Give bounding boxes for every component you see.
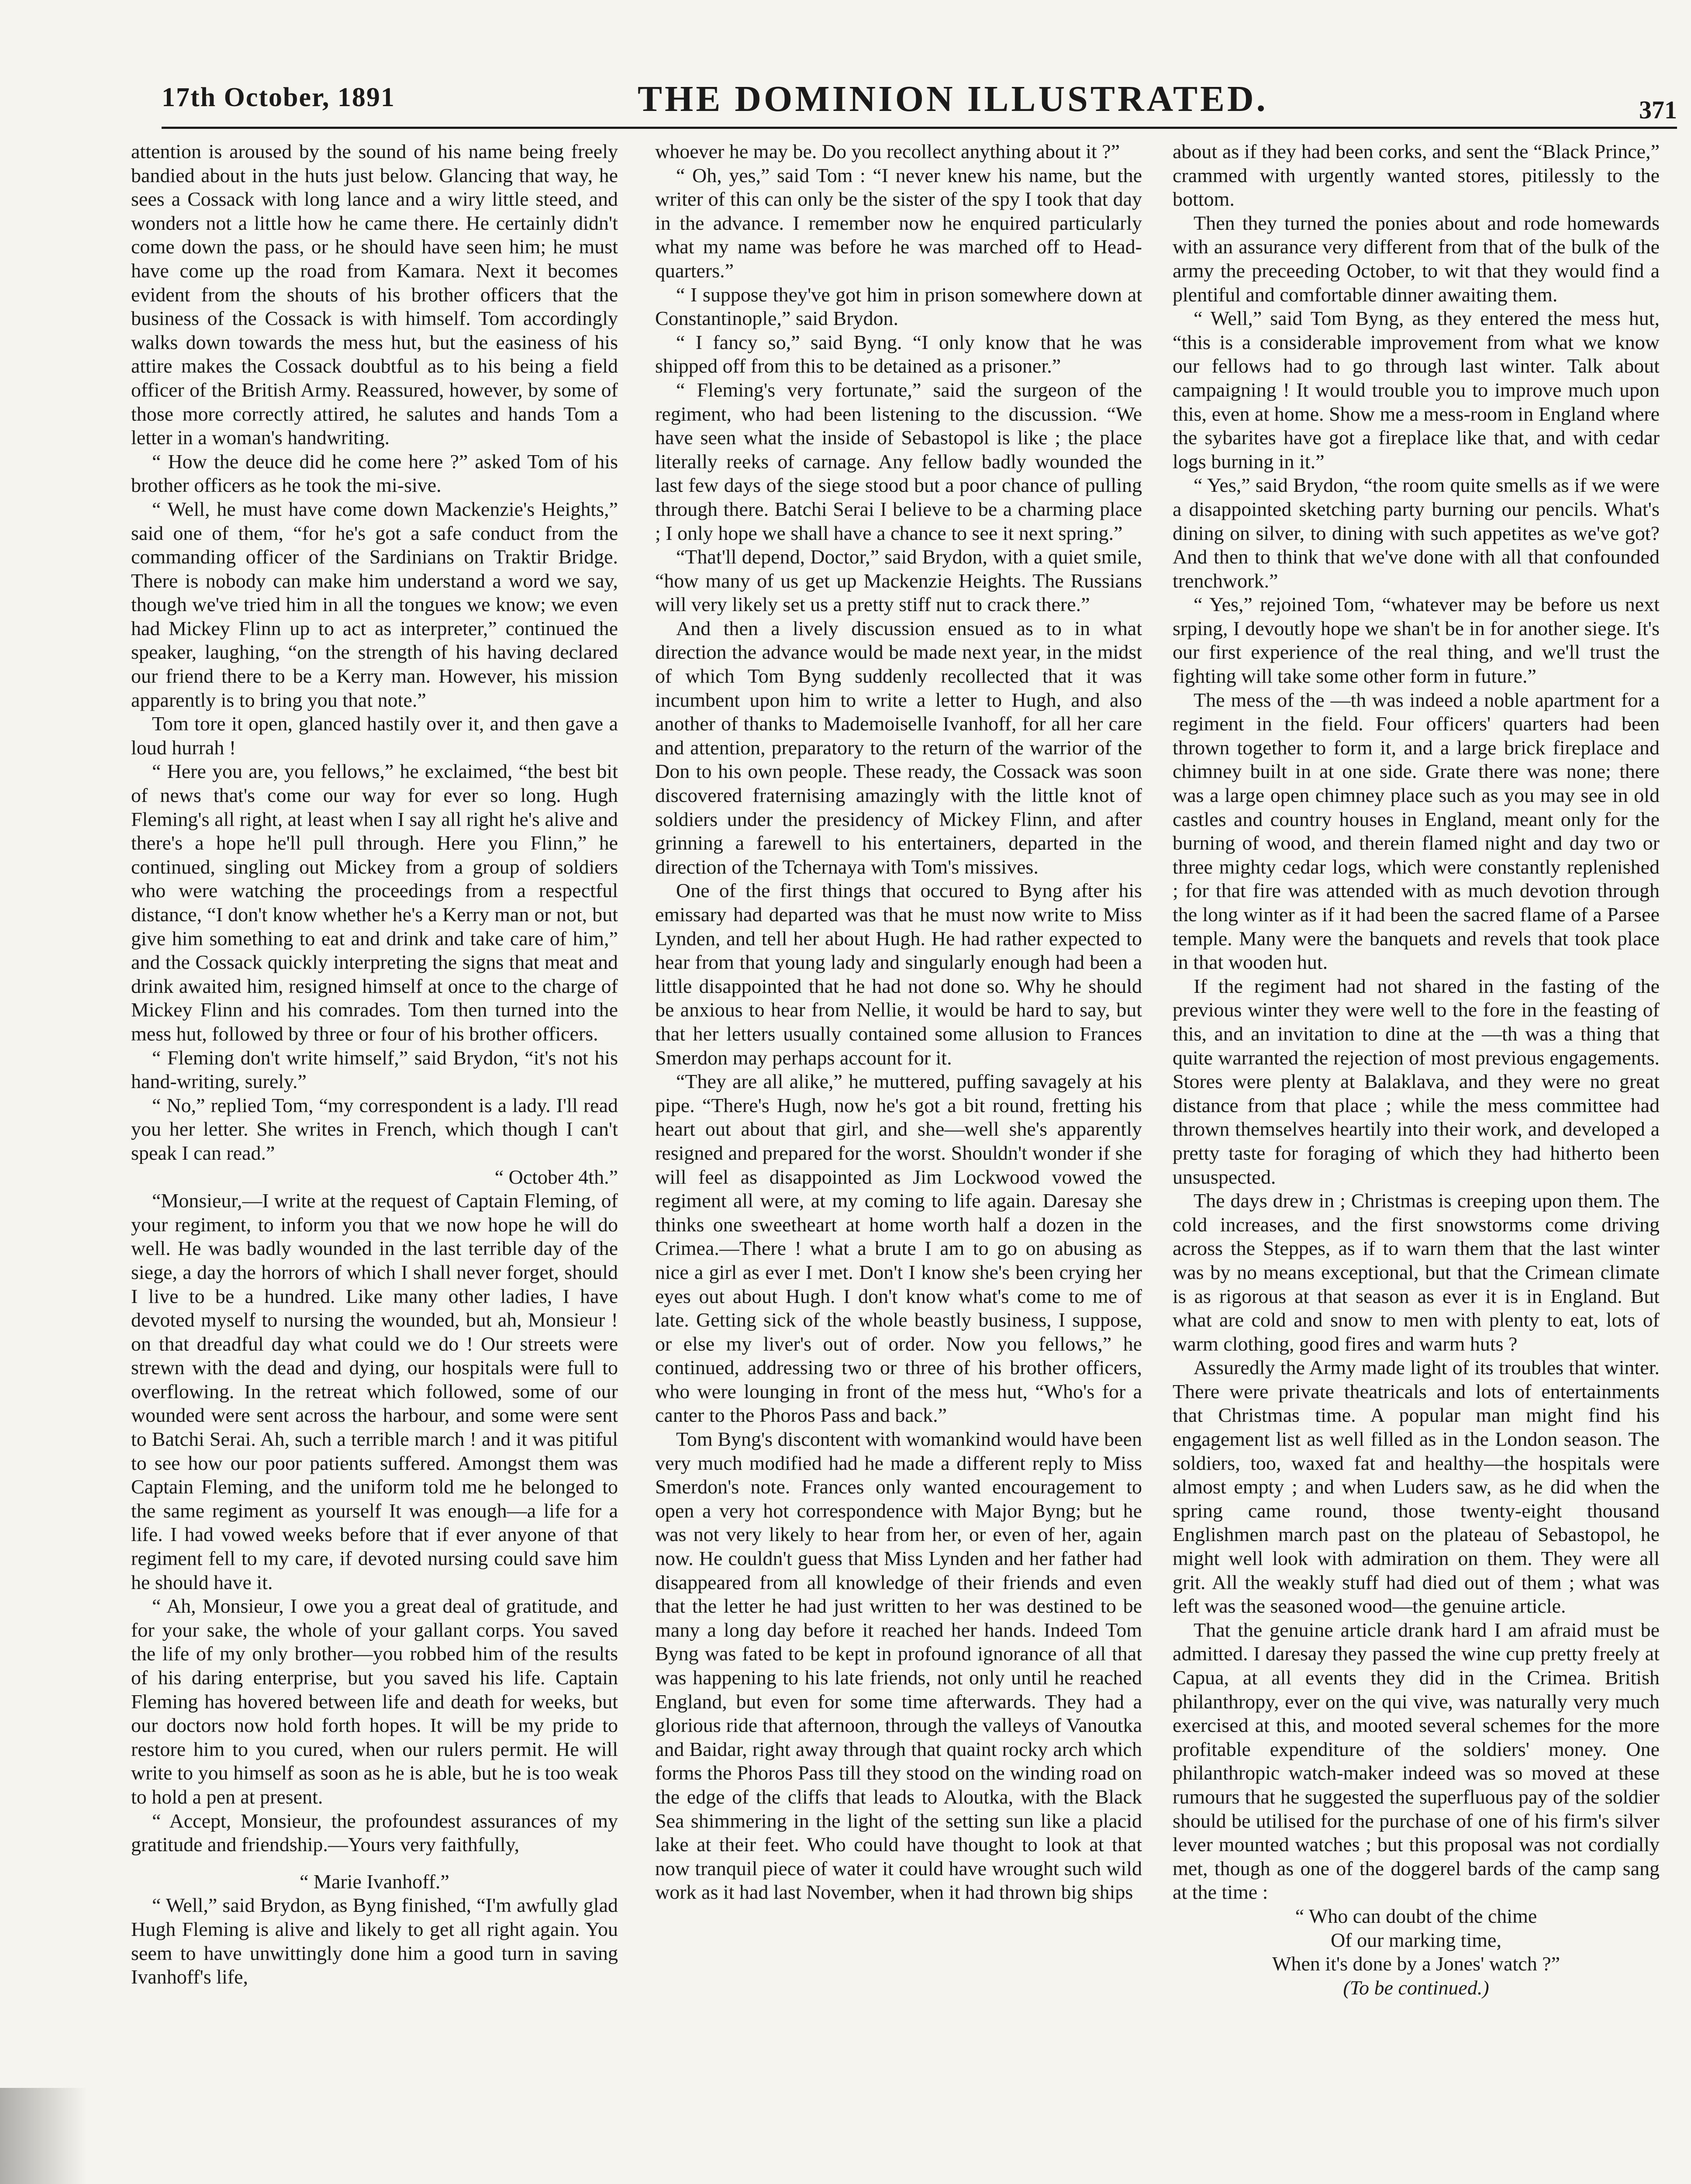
page-number: 371	[1639, 96, 1677, 124]
paragraph: “ Well,” said Tom Byng, as they entered the mess hut, “this is a considerable improvement from what we know our fellows had to go through last winter. Talk about campaigning ! It would trouble you to improve much upon this, even at home. Show me a mess-room in England where the sybarites have got a fireplace like that, and with cedar logs burning in it.”	[1173, 307, 1660, 473]
paragraph: “ Who can doubt of the chime	[1295, 1904, 1537, 1927]
scan-smudge	[0, 2088, 87, 2184]
paragraph: Assuredly the Army made light of its troubles that winter. There were private theatricals and lots of entertainments that Christmas time. A popular man might find his engagement list as well filled as in the London season. The soldiers, too, waxed fat and healthy—the hospitals were almost empty ; and when Luders saw, as he did when the spring came round, those twenty-eight thousand Englishmen march past on the plateau of Sebastopol, he might well look with admiration on them. They were all grit. All the weakly stuff had died out of them ; what was left was the seasoned wood—the genuine article.	[1173, 1356, 1660, 1617]
text-column-3	[1173, 140, 1660, 2184]
text-column-1	[131, 140, 618, 2184]
paragraph: Tom tore it open, glanced hastily over it, and then gave a loud hurrah !	[131, 712, 618, 759]
paragraph: “Monsieur,—I write at the request of Captain Fleming, of your regiment, to inform you that we now hope he will do well. He was badly wounded in the last terrible day of the siege, a day the horrors of which I shall never forget, should I live to be a hundred. Like many other ladies, I have devoted myself to nursing the wounded, but ah, Monsieur ! on that dreadful day what could we do ! Our streets were strewn with the dead and dying, our hospitals were full to overflowing. In the retreat which followed, some of our wounded were sent across the harbour, and some were sent to Batchi Serai. Ah, such a terrible march ! and it was pitiful to see how our poor patients suffered. Amongst them was Captain Fleming, and the uniform told me he belonged to the same regiment as yourself It was enough—a life for a life. I had vowed weeks before that if ever anyone of that regiment fell to my care, if devoted nursing could save him he should have it.	[131, 1189, 618, 1593]
paragraph: “ How the deuce did he come here ?” asked Tom of his brother officers as he took the mi-sive.	[131, 450, 618, 497]
paragraph: whoever he may be. Do you recollect anything about it ?”	[655, 140, 1120, 162]
paragraph: “ I suppose they've got him in prison somewhere down at Constantinople,” said Brydon.	[655, 283, 1142, 330]
paragraph: “ October 4th.”	[494, 1165, 618, 1188]
paragraph: “That'll depend, Doctor,” said Brydon, with a quiet smile, “how many of us get up Mackenzie Heights. The Russians will very likely set us a pretty stiff nut to crack there.”	[655, 546, 1142, 616]
paragraph: Tom Byng's discontent with womankind would have been very much modified had he made a different reply to Miss Smerdon's note. Frances only wanted encouragement to open a very hot correspondence with Major Byng; but he was not very likely to hear from her, or even of her, again now. He couldn't guess that Miss Lynden and her father had disappeared from all knowledge of their friends and even that the letter he had just written to her was destined to be many a long day before it reached her hands. Indeed Tom Byng was fated to be kept in profound ignorance of all that was happening to his late friends, not only until he reached England, but even for some time afterwards. They had a glorious ride that afternoon, through the valleys of Vanoutka and Baidar, right away through that quaint rocky arch which forms the Phoros Pass till they stood on the winding road on the edge of the cliffs that leads to Aloutka, with the Black Sea shimmering in the light of the setting sun like a placid lake at their feet. Who could have thought to look at that now tranquil piece of water it could have wrought such wild work as it had last November, when it had thrown big ships	[655, 1428, 1142, 1904]
paragraph: “ Yes,” said Brydon, “the room quite smells as if we were a disappointed sketching party burning our pencils. What's dining on silver, to dining with such appetites as we've got? And then to think that we've done with all that confounded trenchwork.”	[1173, 474, 1660, 592]
text-column-2	[655, 140, 1142, 2184]
paragraph: about as if they had been corks, and sent the “Black Prince,” crammed with urgently wanted stores, pitilessly to the bottom.	[1173, 140, 1660, 211]
issue-date: 17th October, 1891	[162, 83, 395, 112]
paragraph: “ Fleming's very fortunate,” said the surgeon of the regiment, who had been listening to the discussion. “We have seen what the inside of Sebastopol is like ; the place literally reeks of carnage. Any fellow badly wounded the last few days of the siege stood but a poor chance of pulling through there. Batchi Serai I believe to be a charming place ; I only hope we shall have a chance to see it next spring.”	[655, 378, 1142, 544]
paragraph: The days drew in ; Christmas is creeping upon them. The cold increases, and the first snowstorms come driving across the Steppes, as if to warn them that the last winter was by no means exceptional, but that the Crimean climate is as rigorous at that season as ever it is in England. But what are cold and snow to men with plenty to eat, lots of warm clothing, good fires and warm huts ?	[1173, 1189, 1660, 1355]
publication-title: THE DOMINION ILLUSTRATED.	[638, 79, 1268, 119]
page-header	[162, 78, 1677, 126]
paragraph: “They are all alike,” he muttered, puffing savagely at his pipe. “There's Hugh, now he's got a bit round, fretting his heart out about that girl, and she—well she's apparently resigned and prepared for the worst. Shouldn't wonder if she will feel as disappointed as Jim Lockwood vowed the regiment all were, at my coming to life again. Daresay she thinks one sweetheart at home worth half a dozen in the Crimea.—There ! what a brute I am to go on abusing as nice a girl as ever I met. Don't I know she's been crying her eyes out about Hugh. I don't know what's come to me of late. Getting sick of the whole beastly business, I suppose, or else my liver's out of order. Now you fellows,” he continued, addressing two or three of his brother officers, who were lounging in front of the mess hut, “Who's for a canter to the Phoros Pass and back.”	[655, 1070, 1142, 1427]
paragraph: “ No,” replied Tom, “my correspondent is a lady. I'll read you her letter. She writes in French, which though I can't speak I can read.”	[131, 1094, 618, 1164]
paragraph: “ Accept, Monsieur, the profoundest assurances of my gratitude and friendship.—Yours very faithfully,	[131, 1809, 618, 1856]
paragraph: “ Fleming don't write himself,” said Brydon, “it's not his hand-writing, surely.”	[131, 1046, 618, 1093]
paragraph: That the genuine article drank hard I am afraid must be admitted. I daresay they passed the wine cup pretty freely at Capua, at all events they did in the Crimea. British philanthropy, ever on the qui vive, was naturally very much exercised at this, and mooted several schemes for the more profitable expenditure of the soldiers' money. One philanthropic watch-maker indeed was so moved at these rumours that he suggested the superfluous pay of the soldier should be utilised for the purchase of one of his firm's silver lever mounted watches ; but this proposal was not cordially met, though as one of the doggerel bards of the camp sang at the time :	[1173, 1618, 1660, 1904]
paragraph: And then a lively discussion ensued as to in what direction the advance would be made next year, in the midst of which Tom Byng suddenly recollected that it was incumbent upon him to write a letter to Hugh, and also another of thanks to Mademoiselle Ivanhoff, for all her care and attention, preparatory to the return of the warrior of the Don to his own people. These ready, the Cossack was soon discovered fraternising amazingly with the little knot of soldiers under the presidency of Mickey Flinn, and after grinning a farewell to his entertainers, departed in the direction of the Tchernaya with Tom's missives.	[655, 617, 1142, 878]
paragraph: “ Ah, Monsieur, I owe you a great deal of gratitude, and for your sake, the whole of your gallant corps. You saved the life of my only brother—you robbed him of the results of his daring enterprise, but you saved his life. Captain Fleming has hovered between life and death for weeks, but our doctors now hold forth hopes. It will be my pride to restore him to you cured, when our rulers permit. He will write to you himself as soon as he is able, but he is too weak to hold a pen at present.	[131, 1595, 618, 1808]
paragraph: attention is aroused by the sound of his name being freely bandied about in the huts just below. Glancing that way, he sees a Cossack with long lance and a wiry little steed, and wonders not a little how he came there. He certainly didn't come down the pass, or he should have seen him; he must have come up the road from Kamara. Next it becomes evident from the shouts of his brother officers that the business of the Cossack is with himself. Tom accordingly walks down towards the mess hut, but the easiness of his attire makes the Cossack doubtful as to his being a field officer of the British Army. Reassured, however, by some of those more correctly attired, he salutes and hands Tom a letter in a woman's handwriting.	[131, 140, 618, 449]
paragraph: The mess of the —th was indeed a noble apartment for a regiment in the field. Four officers' quarters had been thrown together to form it, and a large brick fireplace and chimney built in at one side. Grate there was none; there was a large open chimney place such as you may see in old castles and country houses in England, meant only for the burning of wood, and therein flamed night and day two or three mighty cedar logs, which were constantly replenished ; for that fire was attended with as much devotion through the long winter as if it had been the sacred flame of a Parsee temple. Many were the banquets and revels that took place in that wooden hut.	[1173, 688, 1660, 974]
paragraph: “ Yes,” rejoined Tom, “whatever may be before us next srping, I devoutly hope we shan't be in for another siege. It's our first experience of the real thing, and we'll trust the fighting will take some other form in future.”	[1173, 593, 1660, 688]
paragraph: One of the first things that occured to Byng after his emissary had departed was that he must now write to Miss Lynden, and tell her about Hugh. He had rather expected to hear from that young lady and singularly enough had been a little disappointed that he had not done so. Why he should be anxious to hear from Nellie, it would be hard to say, but that her letters usually contained some allusion to Frances Smerdon may perhaps account for it.	[655, 879, 1142, 1069]
paragraph: Then they turned the ponies about and rode homewards with an assurance very different from that of the bulk of the army the preceeding October, to wit that they would find a plentiful and comfortable dinner awaiting them.	[1173, 211, 1660, 306]
paragraph: (To be continued.)	[1343, 1976, 1489, 1999]
paragraph: “ Well, he must have come down Mackenzie's Heights,” said one of them, “for he's got a safe conduct from the commanding officer of the Sardinians on Traktir Bridge. There is nobody can make him understand a word we say, though we've tried him in all the tongues we know; we even had Mickey Flinn up to act as interpreter,” continued the speaker, laughing, “on the strength of his having declared our friend there to be a Kerry man. However, his mission apparently is to bring you that note.”	[131, 498, 618, 711]
paragraph: When it's done by a Jones' watch ?”	[1272, 1952, 1560, 1975]
paragraph: “ I fancy so,” said Byng. “I only know that he was shipped off from this to be detained as a prisoner.”	[655, 331, 1142, 377]
header-rule	[162, 127, 1677, 129]
paragraph: If the regiment had not shared in the fasting of the previous winter they were well to the fore in the feasting of this, and an invitation to dine at the —th was a thing that quite warranted the rejection of most previous engagements. Stores were plenty at Balaklava, and they were no great distance from that place ; while the mess committee had thrown themselves heartily into their work, and developed a pretty taste for foraging of which they had hitherto been unsuspected.	[1173, 975, 1660, 1188]
paragraph: “ Here you are, you fellows,” he exclaimed, “the best bit of news that's come our way for ever so long. Hugh Fleming's all right, at least when I say all right he's alive and there's a hope he'll pull through. Here you Flinn,” he continued, singling out Mickey from a group of soldiers who were watching the proceedings from a respectful distance, “I don't know whether he's a Kerry man or not, but give him something to eat and drink and take care of him,” and the Cossack quickly interpreting the signs that meat and drink awaited him, resigned himself at once to the charge of Mickey Flinn and his comrades. Tom then turned into the mess hut, followed by three or four of his brother officers.	[131, 760, 618, 1045]
paragraph: Of our marking time,	[1331, 1928, 1501, 1951]
paragraph: “ Oh, yes,” said Tom : “I never knew his name, but the writer of this can only be the sister of the spy I took that day in the advance. I remember now he enquired particularly what my name was before he was marched off to Head-quarters.”	[655, 164, 1142, 282]
paragraph: “ Marie Ivanhoff.”	[300, 1870, 449, 1893]
paragraph: “ Well,” said Brydon, as Byng finished, “I'm awfully glad Hugh Fleming is alive and likely to get all right again. You seem to have unwittingly done him a good turn in saving Ivanhoff's life,	[131, 1894, 618, 1988]
